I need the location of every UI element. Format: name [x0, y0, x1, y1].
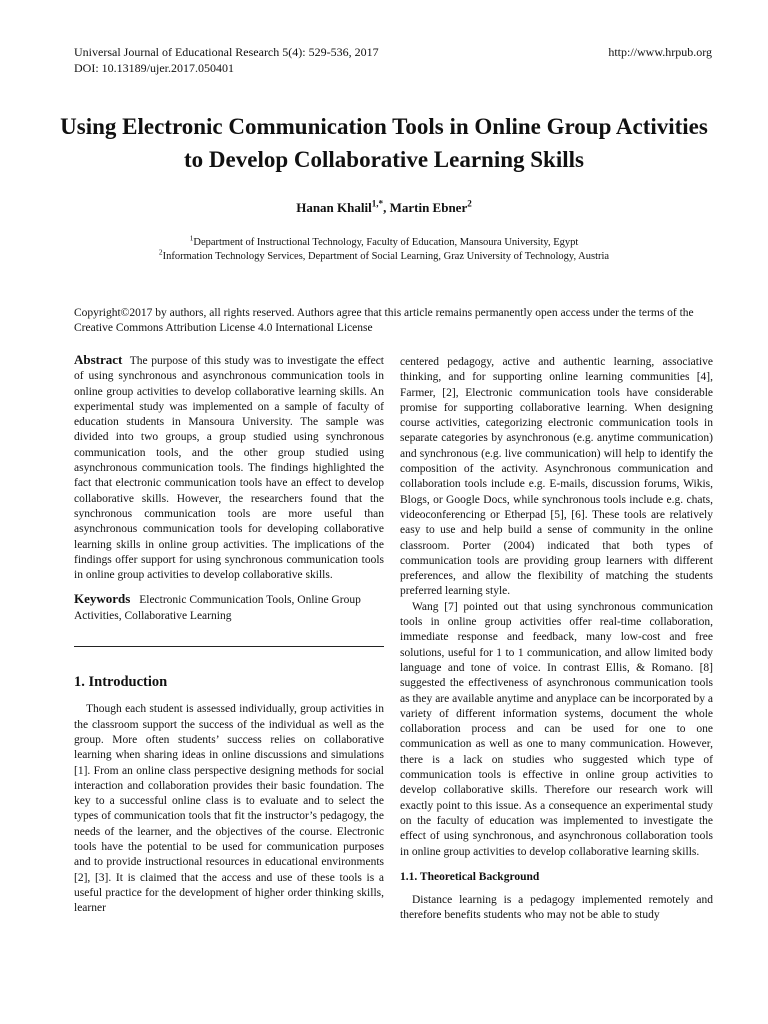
affiliation-text: Information Technology Services, Department of Social Learning, Graz University of Technology, Austria — [162, 251, 610, 262]
left-column — [74, 352, 384, 917]
body-paragraph: Distance learning is a pedagogy implemented remotely and therefore benefits students who may not be able to study — [400, 894, 713, 922]
author-list — [0, 199, 768, 216]
author-name: Hanan Khalil — [296, 200, 372, 215]
affiliation-text: Department of Instructional Technology, Faculty of Education, Mansoura University, Egypt — [193, 237, 579, 248]
affiliations — [0, 233, 768, 264]
author-name: Martin Ebner — [389, 200, 468, 215]
keywords-label: Keywords — [74, 591, 131, 607]
doi: DOI: 10.13189/ujer.2017.050401 — [74, 61, 234, 75]
body-paragraph: centered pedagogy, active and authentic learning, associative thinking, and for supporting online learning communities [4], Farmer, [2], Electronic communication tools have considerable promise for supporting collaborative learning. When designing course activities, categorizing electronic communication tools in separate categories by asynchronous (e.g. anytime communication) and synchronous (e.g. live communication) will help to identify the composition of the activity. Asynchronous communication and collaboration tools include e.g. E-mails, discussion forums, Wikis, Blogs, or Google Docs, while synchronous tools include e.g. chats, videoconferencing or Etherpad [5], [6]. These tools are relatively easy to use and help build a sense of community in the online classroom. Porter (2004) indicated that both types of communication tools are providing group learners with different preferences, and allow the flexibility of matching the students preferred learning style. — [400, 356, 713, 598]
journal-url[interactable]: http://www.hrpub.org — [608, 45, 712, 59]
affiliation-line — [0, 247, 768, 264]
right-column — [400, 355, 713, 924]
subsection-heading-theoretical-background: 1.1. Theoretical Background — [400, 870, 540, 883]
journal-header — [74, 44, 712, 76]
author-affiliation-mark: 2 — [467, 198, 472, 209]
affiliation-number: 1 — [189, 233, 194, 243]
abstract — [74, 352, 384, 583]
affiliation-line — [0, 233, 768, 250]
copyright-notice: Copyright©2017 by authors, all rights reserved. Authors agree that this article remains permanently open access under the terms of the Creative Commons Attribution License 4.0 International License — [74, 307, 694, 334]
keywords-text: Electronic Communication Tools, Online Group Activities, Collaborative Learning — [74, 594, 361, 622]
author-affiliation-mark: 1,* — [371, 198, 384, 209]
affiliation-number: 2 — [158, 247, 163, 257]
section-divider — [74, 646, 384, 647]
journal-citation: Universal Journal of Educational Research 5(4): 529-536, 2017 — [74, 45, 379, 59]
intro-paragraph: Though each student is assessed individually, group activities in the classroom support the success of the individual as well as the group. More often students’ success relies on collaborative learning when sharing ideas in online discussions and simulations [1]. From an online class perspective designing methods for social interaction and collaboration provides their basic foundation. The key to a successful online class is to evaluate and to select the types of communication tools that fit the instructor’s pedagogy, the needs of the learner, and the objectives of the course. Electronic tools have the potential to be used for communication purposes and to provide instructional resources in educational environments [2], [3]. It is claimed that the access and use of these tools is a useful practice for the development of higher order thinking skills, learner — [74, 703, 384, 915]
abstract-label: Abstract — [74, 352, 123, 367]
author-separator: , — [383, 200, 390, 215]
abstract-text: The purpose of this study was to investigate the effect of using synchronous and asynchronous communication tools in online group activities to develop collaborative learning skills. An experimental study was implemented on a sample of faculty of education students in Mansoura University. The sample was divided into two groups, a group studied using synchronous communication tools, and the other group studied using asynchronous communication tools. The findings highlighted the fact that electronic communication tools have an effect to develop collaborative skills. However, the researchers found that the synchronous communication tools are more useful than asynchronous communication tools for developing collaborative learning skills in online group activities. The implications of the findings offer support for using synchronous communication tools in online group activities to develop collaborative skills. — [74, 355, 385, 582]
section-heading-introduction: 1. Introduction — [74, 674, 168, 691]
keywords — [74, 591, 384, 624]
paper-title: Using Electronic Communication Tools in Online Group Activities to Develop Collaborative Learning Skills — [60, 114, 708, 172]
body-paragraph: Wang [7] pointed out that using synchronous communication tools in online group activities offer real-time collaboration, immediate response and feedback, many low-cost and free solutions, useful for 1 to 1 communication, and allow limited body language and tone of voice. In contrast Ellis, & Romano. [8] suggested the effectiveness of asynchronous communication tools as they are available anytime and anyplace can be incorporated by a variety of different information systems, document the whole collaboration process and can be used for one to one communication as well as one to many communication. However, there is a lack on studies who suggested which type of communication tools is effective in online group activities to develop collaborative skills. Therefore our research work will exactly point to this issue. As a consequence an experimental study on the faculty of education was implemented to investigate the effect of using synchronous, and asynchronous collaboration tools in online group activities to develop collaborative learning skills. — [400, 600, 713, 858]
